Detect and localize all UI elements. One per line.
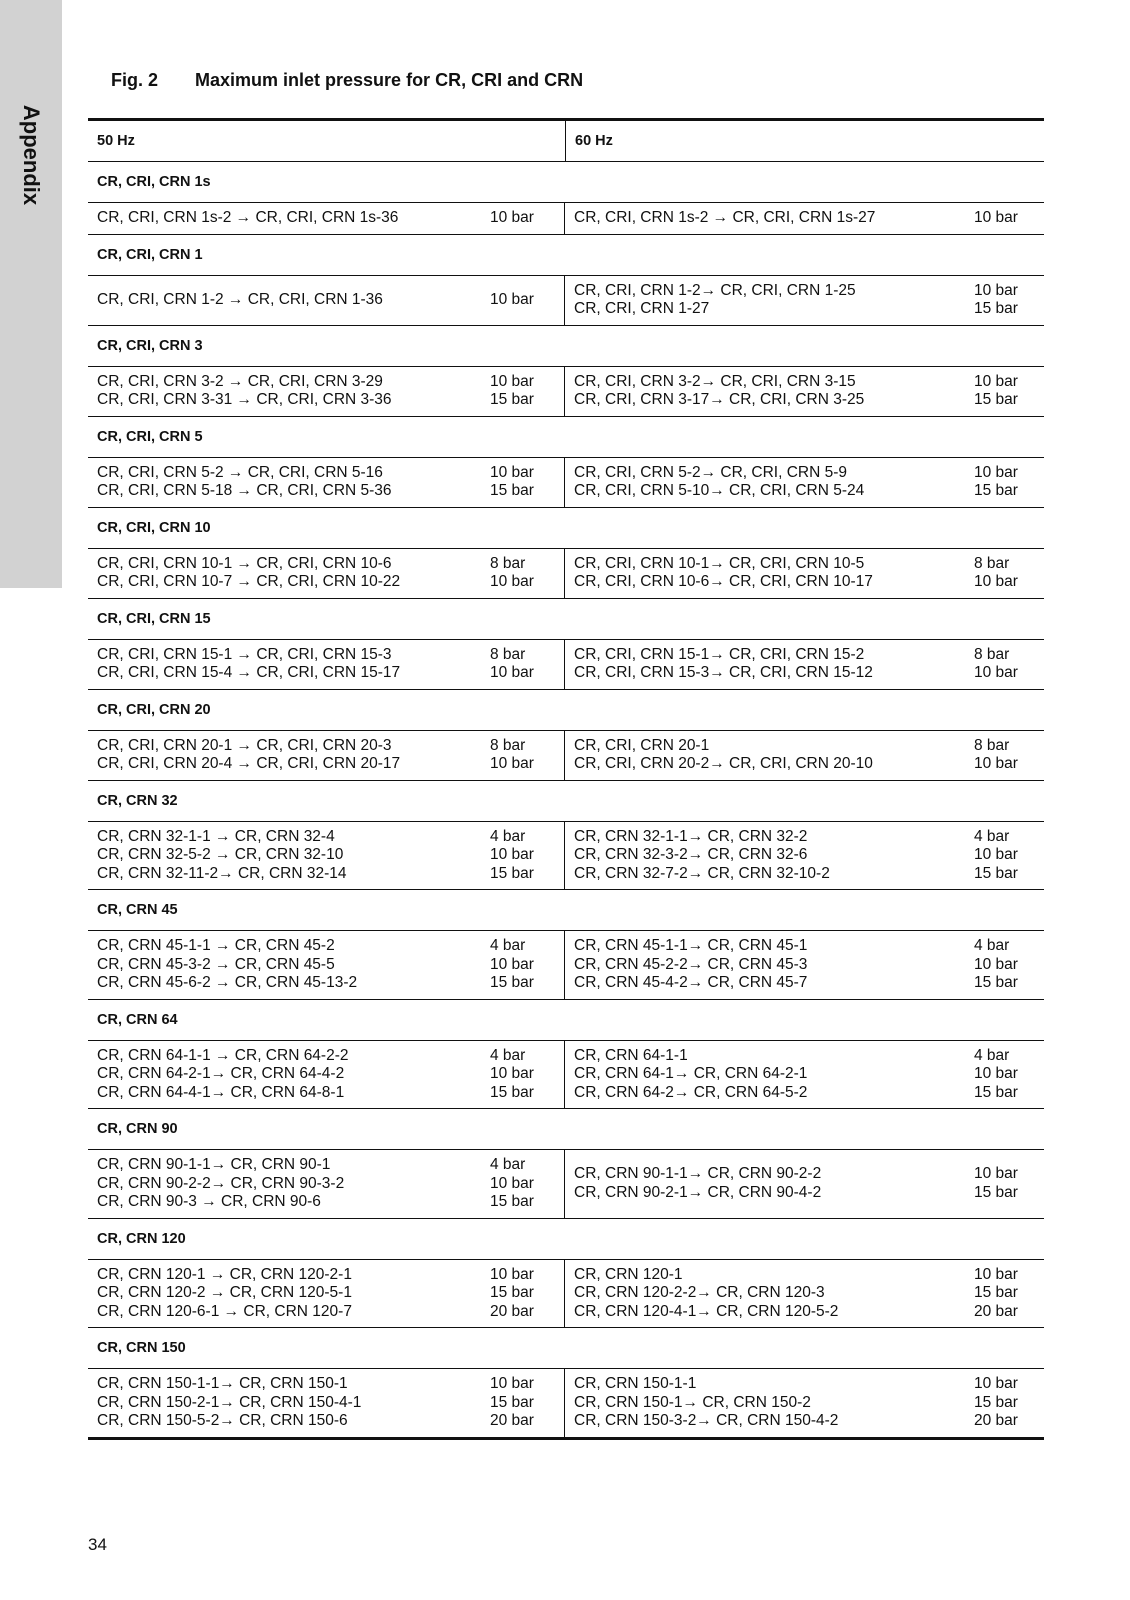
pressure-list <box>490 828 540 884</box>
model-range-list <box>574 737 873 774</box>
model-range: CR, CRI, CRN 5-2 → CR, CRI, CRN 5-16 <box>97 463 383 481</box>
cell-60hz <box>565 822 1044 890</box>
model-range-list <box>97 464 392 501</box>
appendix-tab-label: Appendix <box>19 104 44 206</box>
max-pressure: 10 bar <box>974 372 1018 390</box>
group-header: CR, CRN 45 <box>88 890 1044 931</box>
pressure-list <box>490 937 540 993</box>
max-pressure: 4 bar <box>974 827 1010 845</box>
model-range: CR, CRN 150-1-1 <box>574 1375 697 1392</box>
pressure-list <box>974 555 1024 592</box>
max-pressure: 10 bar <box>490 372 534 390</box>
model-range: CR, CRN 150-5-2→ CR, CRN 150-6 <box>97 1412 348 1429</box>
cell-60hz <box>565 458 1044 507</box>
model-range: CR, CRN 45-6-2 → CR, CRN 45-13-2 <box>97 974 358 991</box>
model-range-list <box>97 373 392 410</box>
group-header: CR, CRI, CRN 20 <box>88 690 1044 731</box>
pressure-list <box>974 646 1024 683</box>
group-header: CR, CRN 90 <box>88 1109 1044 1150</box>
cell-50hz <box>88 1041 565 1109</box>
group-header: CR, CRN 120 <box>88 1219 1044 1260</box>
model-range: CR, CRN 150-2-1→ CR, CRN 150-4-1 <box>97 1393 362 1411</box>
pressure-list <box>490 1047 540 1103</box>
model-range: CR, CRN 32-1-1 → CR, CRN 32-4 <box>97 827 335 845</box>
max-pressure: 10 bar <box>974 755 1018 772</box>
pressure-list <box>490 1156 540 1212</box>
cell-60hz <box>565 549 1044 598</box>
model-range: CR, CRI, CRN 10-7 → CR, CRI, CRN 10-22 <box>97 573 401 590</box>
pressure-list <box>974 373 1024 410</box>
table-row <box>88 1260 1044 1329</box>
model-range: CR, CRN 45-1-1→ CR, CRN 45-1 <box>574 937 808 954</box>
model-range: CR, CRN 150-1→ CR, CRN 150-2 <box>574 1393 811 1411</box>
model-range: CR, CRN 32-7-2→ CR, CRN 32-10-2 <box>574 864 830 882</box>
max-pressure: 10 bar <box>974 1375 1018 1392</box>
model-range: CR, CRN 45-4-2→ CR, CRN 45-7 <box>574 974 808 991</box>
model-range: CR, CRN 120-1 <box>574 1265 683 1283</box>
pressure-list <box>490 209 540 228</box>
model-range: CR, CRN 150-1-1→ CR, CRN 150-1 <box>97 1375 348 1392</box>
cell-50hz <box>88 931 565 999</box>
cell-60hz <box>565 1041 1044 1109</box>
group-header: CR, CRI, CRN 15 <box>88 599 1044 640</box>
table-row <box>88 276 1044 326</box>
model-range: CR, CRI, CRN 15-4 → CR, CRI, CRN 15-17 <box>97 664 401 681</box>
pressure-list <box>490 646 540 683</box>
max-pressure: 10 bar <box>974 1165 1018 1183</box>
model-range: CR, CRN 90-1-1→ CR, CRN 90-2-2 <box>574 1165 822 1183</box>
model-range: CR, CRI, CRN 5-18 → CR, CRI, CRN 5-36 <box>97 482 392 499</box>
max-pressure: 10 bar <box>490 1174 534 1192</box>
appendix-side-tab <box>0 0 62 588</box>
group-header: CR, CRI, CRN 3 <box>88 326 1044 367</box>
model-range-list <box>97 1266 352 1322</box>
model-range: CR, CRN 120-2-2→ CR, CRN 120-3 <box>574 1284 825 1301</box>
max-pressure: 10 bar <box>490 290 534 308</box>
max-pressure: 8 bar <box>490 645 526 663</box>
pressure-list <box>490 373 540 410</box>
model-range-list <box>97 1047 349 1103</box>
table-row <box>88 931 1044 1000</box>
max-pressure: 15 bar <box>490 391 534 408</box>
table-row <box>88 1041 1044 1110</box>
model-range: CR, CRN 90-2-1→ CR, CRN 90-4-2 <box>574 1183 822 1201</box>
model-range: CR, CRI, CRN 1-27 <box>574 300 710 317</box>
max-pressure: 4 bar <box>490 827 526 845</box>
max-pressure: 8 bar <box>490 736 526 754</box>
model-range: CR, CRN 64-2→ CR, CRN 64-5-2 <box>574 1083 808 1101</box>
max-pressure: 20 bar <box>974 1412 1018 1429</box>
model-range: CR, CRI, CRN 3-31 → CR, CRI, CRN 3-36 <box>97 391 392 408</box>
model-range: CR, CRI, CRN 20-1 → CR, CRI, CRN 20-3 <box>97 736 392 754</box>
model-range: CR, CRI, CRN 15-1 → CR, CRI, CRN 15-3 <box>97 645 392 663</box>
max-pressure: 10 bar <box>490 846 534 863</box>
max-pressure: 4 bar <box>490 1156 526 1173</box>
cell-50hz <box>88 1150 565 1218</box>
model-range: CR, CRI, CRN 5-2→ CR, CRI, CRN 5-9 <box>574 463 847 481</box>
cell-60hz <box>565 731 1044 780</box>
max-pressure: 4 bar <box>490 1046 526 1064</box>
max-pressure: 10 bar <box>974 846 1018 863</box>
max-pressure: 15 bar <box>974 1393 1018 1411</box>
inlet-pressure-table <box>88 118 1044 1440</box>
table-row <box>88 367 1044 417</box>
model-range: CR, CRN 64-4-1→ CR, CRN 64-8-1 <box>97 1083 345 1101</box>
model-range: CR, CRI, CRN 3-2 → CR, CRI, CRN 3-29 <box>97 372 383 390</box>
max-pressure: 15 bar <box>490 864 534 882</box>
max-pressure: 10 bar <box>490 955 534 973</box>
table-row <box>88 203 1044 235</box>
model-range-list <box>97 828 347 884</box>
max-pressure: 10 bar <box>490 209 534 226</box>
max-pressure: 10 bar <box>974 573 1018 590</box>
group-header: CR, CRN 150 <box>88 1328 1044 1369</box>
model-range: CR, CRI, CRN 1-2 → CR, CRI, CRN 1-36 <box>97 290 383 308</box>
max-pressure: 15 bar <box>490 1393 534 1411</box>
max-pressure: 10 bar <box>490 755 534 772</box>
model-range-list <box>97 646 400 683</box>
max-pressure: 15 bar <box>490 1083 534 1101</box>
model-range: CR, CRI, CRN 20-2→ CR, CRI, CRN 20-10 <box>574 755 873 772</box>
model-range: CR, CRI, CRN 5-10→ CR, CRI, CRN 5-24 <box>574 482 865 499</box>
model-range-list <box>574 937 807 993</box>
figure-title: Maximum inlet pressure for CR, CRI and CRN <box>195 70 584 90</box>
group-header: CR, CRI, CRN 1s <box>88 162 1044 203</box>
max-pressure: 8 bar <box>490 554 526 572</box>
model-range: CR, CRN 120-4-1→ CR, CRN 120-5-2 <box>574 1302 839 1320</box>
cell-50hz <box>88 640 565 689</box>
model-range: CR, CRN 64-1-1 → CR, CRN 64-2-2 <box>97 1046 349 1064</box>
max-pressure: 15 bar <box>974 1183 1018 1201</box>
pressure-list <box>490 291 540 310</box>
max-pressure: 15 bar <box>490 1193 534 1210</box>
max-pressure: 20 bar <box>490 1412 534 1429</box>
model-range: CR, CRN 32-1-1→ CR, CRN 32-2 <box>574 827 808 845</box>
group-header: CR, CRN 64 <box>88 1000 1044 1041</box>
model-range: CR, CRN 32-3-2→ CR, CRN 32-6 <box>574 846 808 863</box>
model-range: CR, CRN 90-3 → CR, CRN 90-6 <box>97 1193 321 1210</box>
model-range: CR, CRI, CRN 15-1→ CR, CRI, CRN 15-2 <box>574 645 865 663</box>
group-header: CR, CRI, CRN 10 <box>88 508 1044 549</box>
model-range: CR, CRN 32-5-2 → CR, CRN 32-10 <box>97 846 344 863</box>
model-range: CR, CRI, CRN 1s-2 → CR, CRI, CRN 1s-36 <box>97 209 399 226</box>
model-range: CR, CRN 120-2 → CR, CRN 120-5-1 <box>97 1284 352 1301</box>
max-pressure: 10 bar <box>490 1065 534 1082</box>
cell-60hz <box>565 203 1044 234</box>
table-row <box>88 822 1044 891</box>
max-pressure: 20 bar <box>490 1302 534 1320</box>
max-pressure: 10 bar <box>974 463 1018 481</box>
model-range: CR, CRI, CRN 20-1 <box>574 736 710 754</box>
max-pressure: 15 bar <box>974 1083 1018 1101</box>
model-range: CR, CRN 120-6-1 → CR, CRN 120-7 <box>97 1302 352 1320</box>
max-pressure: 15 bar <box>490 974 534 991</box>
model-range-list <box>574 1047 807 1103</box>
figure-caption <box>111 70 583 91</box>
max-pressure: 10 bar <box>490 463 534 481</box>
table-row <box>88 1369 1044 1437</box>
cell-60hz <box>565 367 1044 416</box>
max-pressure: 8 bar <box>974 736 1010 754</box>
max-pressure: 15 bar <box>974 1284 1018 1301</box>
cell-50hz <box>88 1369 565 1437</box>
cell-60hz <box>565 640 1044 689</box>
model-range-list <box>97 1375 361 1431</box>
model-range: CR, CRN 120-1 → CR, CRN 120-2-1 <box>97 1265 352 1283</box>
table-row <box>88 640 1044 690</box>
max-pressure: 4 bar <box>974 937 1010 954</box>
group-header: CR, CRN 32 <box>88 781 1044 822</box>
max-pressure: 15 bar <box>490 482 534 499</box>
cell-50hz <box>88 731 565 780</box>
model-range: CR, CRN 64-1-1 <box>574 1046 688 1064</box>
max-pressure: 10 bar <box>974 281 1018 299</box>
model-range-list <box>97 209 398 228</box>
header-60hz: 60 Hz <box>575 133 613 149</box>
model-range-list <box>97 291 383 310</box>
cell-60hz <box>565 1150 1044 1218</box>
model-range: CR, CRI, CRN 15-3→ CR, CRI, CRN 15-12 <box>574 664 873 681</box>
max-pressure: 4 bar <box>974 1046 1010 1064</box>
table-row <box>88 731 1044 781</box>
max-pressure: 8 bar <box>974 554 1010 572</box>
pressure-list <box>974 1047 1024 1103</box>
model-range: CR, CRN 64-2-1→ CR, CRN 64-4-2 <box>97 1065 345 1082</box>
pressure-list <box>974 1266 1024 1322</box>
model-range: CR, CRI, CRN 3-17→ CR, CRI, CRN 3-25 <box>574 391 865 408</box>
cell-60hz <box>565 1369 1044 1437</box>
max-pressure: 15 bar <box>974 300 1018 317</box>
model-range-list <box>97 937 357 993</box>
model-range: CR, CRN 45-1-1 → CR, CRN 45-2 <box>97 937 335 954</box>
cell-50hz <box>88 549 565 598</box>
max-pressure: 10 bar <box>974 1265 1018 1283</box>
pressure-list <box>974 464 1024 501</box>
model-range: CR, CRI, CRN 10-1 → CR, CRI, CRN 10-6 <box>97 554 392 572</box>
max-pressure: 15 bar <box>490 1284 534 1301</box>
max-pressure: 20 bar <box>974 1302 1018 1320</box>
max-pressure: 10 bar <box>974 664 1018 681</box>
model-range-list <box>97 1156 344 1212</box>
cell-50hz <box>88 203 565 234</box>
max-pressure: 10 bar <box>974 1065 1018 1082</box>
max-pressure: 15 bar <box>974 974 1018 991</box>
pressure-list <box>490 555 540 592</box>
max-pressure: 10 bar <box>490 573 534 590</box>
model-range: CR, CRN 150-3-2→ CR, CRN 150-4-2 <box>574 1412 839 1429</box>
model-range: CR, CRI, CRN 3-2→ CR, CRI, CRN 3-15 <box>574 372 856 390</box>
max-pressure: 10 bar <box>974 209 1018 226</box>
figure-number: Fig. 2 <box>111 70 159 90</box>
cell-60hz <box>565 931 1044 999</box>
pressure-list <box>974 1165 1024 1202</box>
model-range-list <box>574 373 864 410</box>
pressure-list <box>974 828 1024 884</box>
model-range-list <box>574 282 856 319</box>
model-range-list <box>574 464 864 501</box>
max-pressure: 15 bar <box>974 391 1018 408</box>
page-number: 34 <box>88 1535 107 1554</box>
model-range-list <box>574 1266 838 1322</box>
model-range: CR, CRI, CRN 1s-2 → CR, CRI, CRN 1s-27 <box>574 209 876 226</box>
pressure-list <box>974 282 1024 319</box>
cell-50hz <box>88 367 565 416</box>
cell-60hz <box>565 1260 1044 1328</box>
model-range-list <box>574 828 830 884</box>
group-header: CR, CRI, CRN 1 <box>88 235 1044 276</box>
model-range: CR, CRI, CRN 10-1→ CR, CRI, CRN 10-5 <box>574 554 865 572</box>
model-range: CR, CRI, CRN 1-2→ CR, CRI, CRN 1-25 <box>574 281 856 299</box>
cell-50hz <box>88 276 565 325</box>
cell-50hz <box>88 1260 565 1328</box>
pressure-list <box>974 209 1024 228</box>
max-pressure: 10 bar <box>490 1375 534 1392</box>
table-row <box>88 549 1044 599</box>
pressure-list <box>490 1266 540 1322</box>
model-range-list <box>574 646 873 683</box>
model-range: CR, CRN 90-2-2→ CR, CRN 90-3-2 <box>97 1174 345 1192</box>
pressure-list <box>974 1375 1024 1431</box>
pressure-list <box>490 737 540 774</box>
model-range: CR, CRN 90-1-1→ CR, CRN 90-1 <box>97 1156 331 1173</box>
model-range-list <box>574 209 875 228</box>
model-range-list <box>574 555 873 592</box>
pressure-list <box>490 1375 540 1431</box>
max-pressure: 8 bar <box>974 645 1010 663</box>
model-range: CR, CRN 45-2-2→ CR, CRN 45-3 <box>574 955 808 973</box>
pressure-list <box>974 937 1024 993</box>
table-row <box>88 1150 1044 1219</box>
model-range-list <box>574 1165 821 1202</box>
frequency-header-row <box>88 121 1044 162</box>
model-range: CR, CRI, CRN 10-6→ CR, CRI, CRN 10-17 <box>574 573 873 590</box>
max-pressure: 10 bar <box>490 664 534 681</box>
max-pressure: 15 bar <box>974 482 1018 499</box>
max-pressure: 4 bar <box>490 937 526 954</box>
model-range-list <box>574 1375 838 1431</box>
model-range: CR, CRN 45-3-2 → CR, CRN 45-5 <box>97 955 335 973</box>
model-range: CR, CRI, CRN 20-4 → CR, CRI, CRN 20-17 <box>97 755 401 772</box>
table-row <box>88 458 1044 508</box>
header-50hz: 50 Hz <box>88 121 566 161</box>
cell-60hz <box>565 276 1044 325</box>
pressure-list <box>490 464 540 501</box>
cell-50hz <box>88 822 565 890</box>
model-range-list <box>97 555 400 592</box>
cell-50hz <box>88 458 565 507</box>
pressure-list <box>974 737 1024 774</box>
max-pressure: 10 bar <box>974 955 1018 973</box>
model-range-list <box>97 737 400 774</box>
model-range: CR, CRN 64-1→ CR, CRN 64-2-1 <box>574 1065 808 1082</box>
model-range: CR, CRN 32-11-2→ CR, CRN 32-14 <box>97 864 347 882</box>
max-pressure: 10 bar <box>490 1265 534 1283</box>
group-header: CR, CRI, CRN 5 <box>88 417 1044 458</box>
max-pressure: 15 bar <box>974 864 1018 882</box>
